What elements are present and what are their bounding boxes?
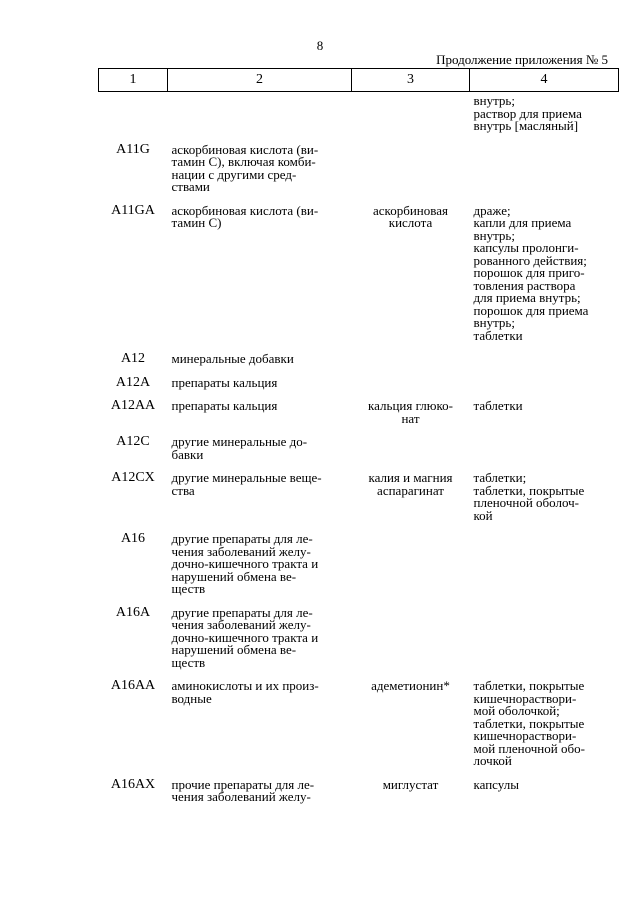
dosage-form (470, 530, 619, 604)
page-number: 8 (316, 38, 324, 53)
dosage-form (470, 604, 619, 678)
table-header-row (99, 69, 619, 92)
atc-code: A12AA (110, 398, 156, 413)
atc-group-name: другие препараты для ле- чения заболеваний желу- дочно-кишечного тракта и нарушений обмена ве- ществ (171, 531, 319, 596)
atc-group-name: аминокислоты и их произ- водные (171, 678, 319, 706)
active-substance: калия и магния аспарагинат (368, 470, 453, 498)
active-substance (352, 604, 470, 678)
atc-code (99, 92, 168, 141)
atc-group-name: прочие препараты для ле- чения заболеваний желу- (171, 776, 315, 804)
dosage-form (470, 433, 619, 469)
active-substance (352, 141, 470, 202)
appendix-continuation-note: Продолжение приложения № 5 (436, 52, 608, 67)
dosage-form (470, 350, 619, 374)
dosage-form: драже; капли для приема внутрь; капсулы пролонги- рованного действия; порошок для приго- товления раствора для приема внутрь; порошок для приема внутрь; таблетки (473, 202, 589, 343)
atc-code: A16A (115, 604, 151, 620)
atc-group-name: минеральные добавки (171, 351, 294, 366)
table-row (99, 141, 619, 202)
atc-group-name: аскорбиновая кислота (ви- тамин С) (171, 202, 319, 230)
atc-code: A12C (116, 434, 150, 449)
atc-code: A11G (116, 141, 150, 157)
atc-group-name: другие минеральные веще- ства (171, 470, 322, 498)
atc-group-name: препараты кальция (171, 374, 278, 390)
atc-code: A16 (120, 531, 146, 546)
table-row (99, 530, 619, 604)
column-header-2: 2 (168, 69, 352, 92)
atc-group-name (168, 92, 352, 141)
atc-group-name: другие препараты для ле- чения заболеваний желу- дочно-кишечного тракта и нарушений обмена ве- ществ (171, 604, 319, 670)
table-row (99, 202, 619, 351)
atc-code: A11GA (111, 202, 155, 218)
column-header-3: 3 (352, 69, 470, 92)
table-row (99, 374, 619, 398)
table-row (99, 469, 619, 530)
active-substance: миглустат (382, 776, 439, 792)
atc-code: A16AA (110, 678, 156, 693)
active-substance (352, 530, 470, 604)
table-row (99, 397, 619, 433)
atc-code: A12 (120, 351, 146, 366)
active-substance: кальция глюко- нат (368, 398, 453, 426)
active-substance (352, 374, 470, 398)
atc-group-name: другие минеральные до- бавки (171, 434, 308, 462)
table-row (99, 92, 619, 141)
dosage-form: капсулы (473, 776, 519, 792)
atc-group-name: аскорбиновая кислота (ви- тамин С), включая комби- нации с другими сред- ствами (171, 141, 319, 194)
active-substance (352, 433, 470, 469)
dosage-form (470, 374, 619, 398)
atc-code: A16AX (110, 776, 156, 792)
table-row (99, 776, 619, 812)
active-substance (352, 92, 470, 141)
active-substance: аскорбиновая кислота (373, 202, 448, 230)
table-row (99, 433, 619, 469)
active-substance: адеметионин* (371, 678, 450, 693)
dosage-form: таблетки (473, 398, 523, 413)
active-substance (352, 350, 470, 374)
dosage-form: внутрь; раствор для приема внутрь [масляный] (473, 93, 582, 133)
column-header-4: 4 (470, 69, 619, 92)
table-row (99, 604, 619, 678)
dosage-form: таблетки; таблетки, покрытые пленочной оболоч- кой (473, 470, 585, 523)
table-row (99, 677, 619, 776)
medications-table (98, 68, 619, 812)
column-header-1: 1 (99, 69, 168, 92)
atc-code: A12A (115, 374, 151, 390)
dosage-form: таблетки, покрытые кишечнораствори- мой оболочкой; таблетки, покрытые кишечнораствори- мой пленочной обо- лочкой (473, 678, 585, 768)
table-row (99, 350, 619, 374)
atc-group-name: препараты кальция (171, 398, 278, 413)
dosage-form (470, 141, 619, 202)
atc-code: A12CX (111, 470, 155, 485)
